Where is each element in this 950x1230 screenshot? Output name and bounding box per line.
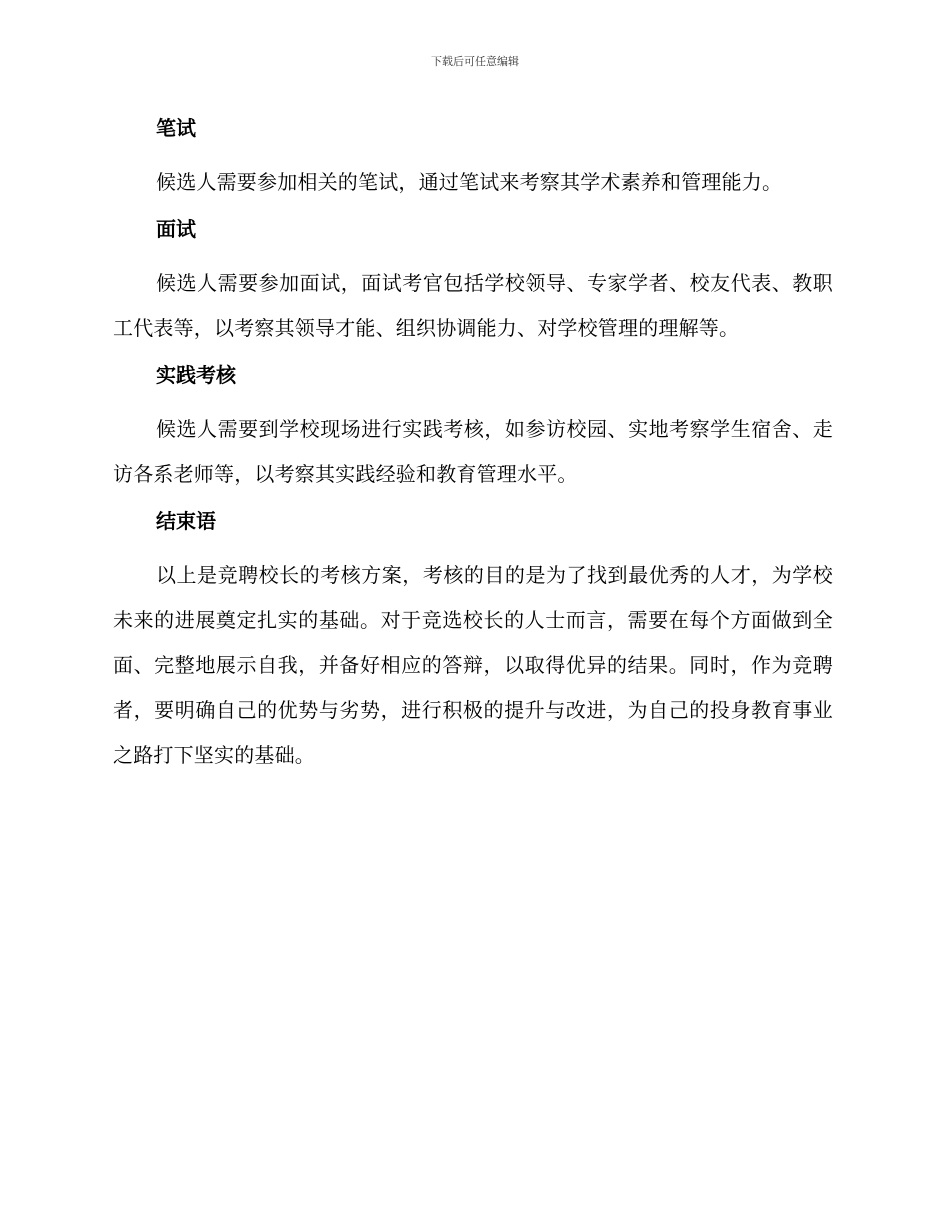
section-written-exam [113, 110, 833, 205]
document-body [113, 110, 833, 784]
section-interview [113, 211, 833, 351]
page-header: 下载后可任意编辑 [431, 55, 519, 68]
section-paragraph: 以上是竞聘校长的考核方案，考核的目的是为了找到最优秀的人才，为学校未来的进展奠定扎实的基础。对于竞选校长的人士而言，需要在每个方面做到全面、完整地展示自我，并备好相应的答辩，以取得优异的结果。同时，作为竞聘者，要明确自己的优势与劣势，进行积极的提升与改进，为自己的投身教育事业之路打下坚实的基础。 [113, 563, 833, 767]
section-paragraph: 候选人需要到学校现场进行实践考核，如参访校园、实地考察学生宿舍、走访各系老师等，以考察其实践经验和教育管理水平。 [113, 417, 833, 486]
section-paragraph: 候选人需要参加相关的笔试，通过笔试来考察其学术素养和管理能力。 [156, 170, 783, 194]
section-heading: 笔试 [156, 116, 196, 140]
section-paragraph: 候选人需要参加面试，面试考官包括学校领导、专家学者、校友代表、教职工代表等，以考察其领导才能、组织协调能力、对学校管理的理解等。 [113, 271, 833, 340]
section-heading: 实践考核 [156, 363, 236, 387]
section-conclusion [113, 503, 833, 778]
section-practical-assessment [113, 357, 833, 497]
section-heading: 结束语 [156, 509, 216, 533]
section-heading: 面试 [156, 217, 196, 241]
